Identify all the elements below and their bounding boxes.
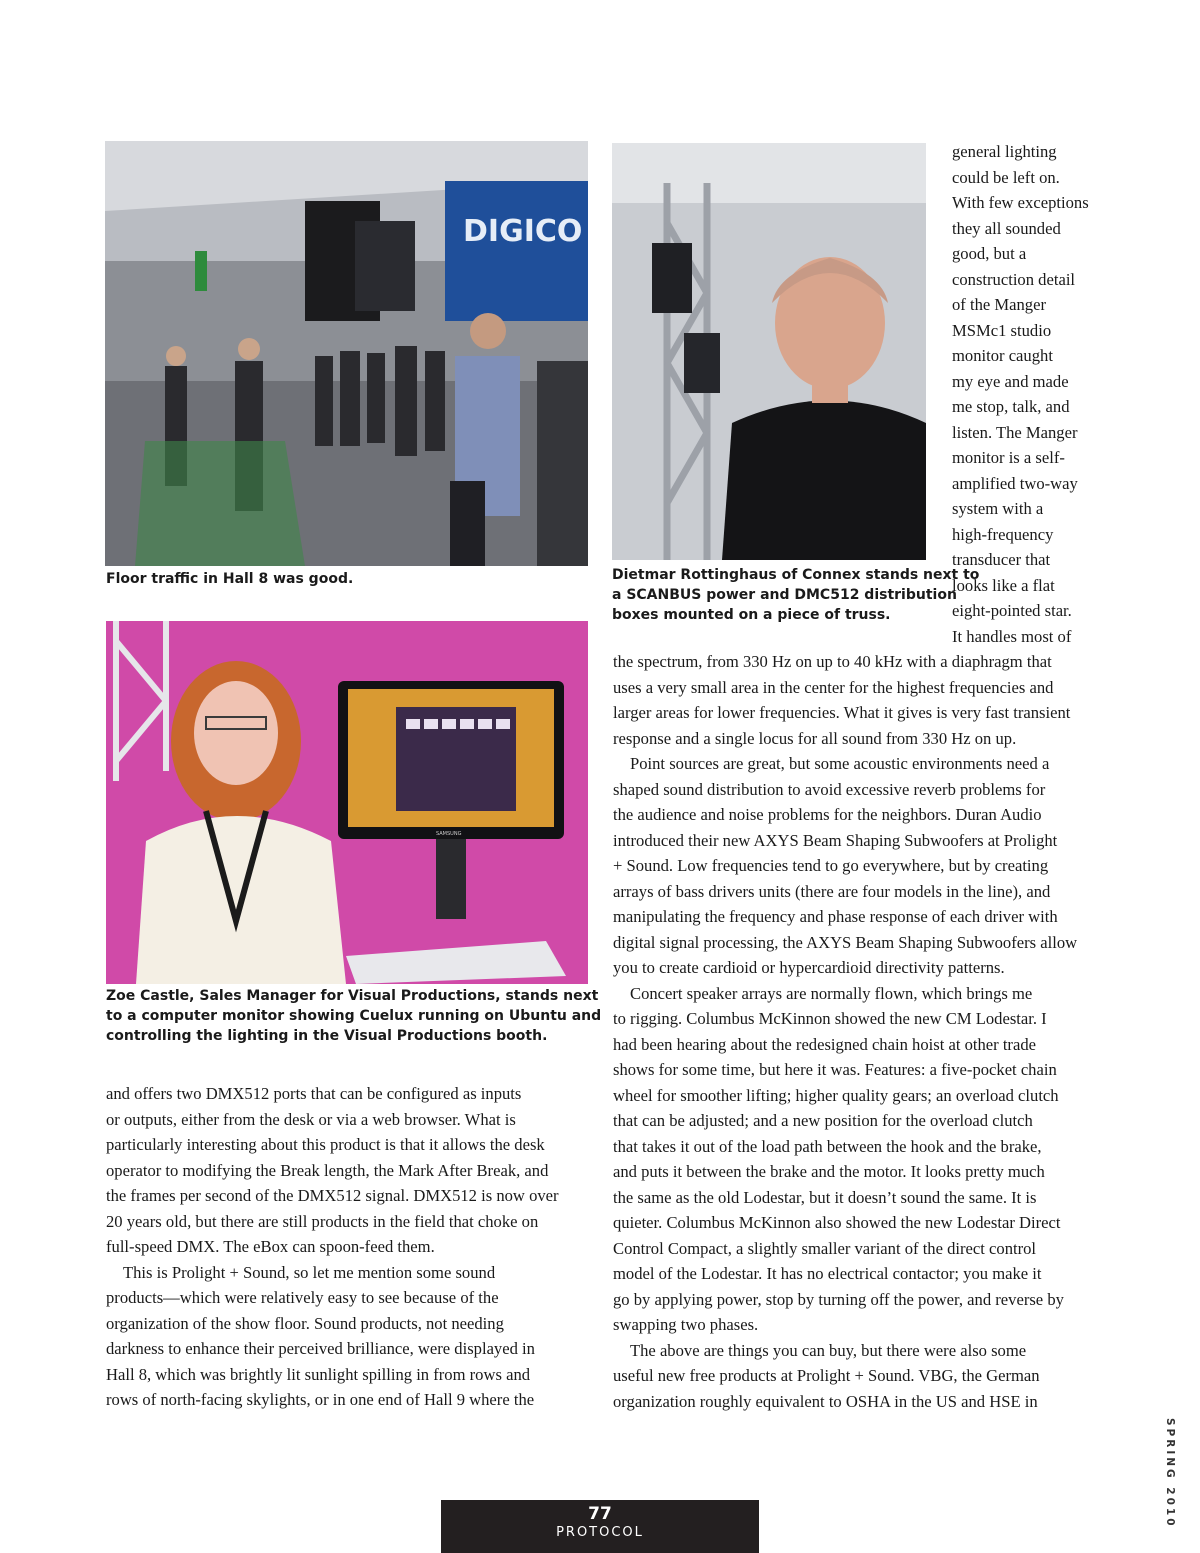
text-line: shaped sound distribution to avoid excessive reverb problems for <box>613 779 1046 799</box>
text-line: darkness to enhance their perceived brilliance, were displayed in <box>106 1339 535 1358</box>
dietmar-illustration <box>612 143 926 560</box>
text-line: uses a very small area in the center for the highest frequencies and <box>613 677 1054 697</box>
issue-side-tag: SPRING 2010 <box>1164 1418 1176 1529</box>
text-line: model of the Lodestar. It has no electrical contactor; you make it <box>613 1264 1042 1283</box>
text-line: organization roughly equivalent to OSHA in the US and HSE in <box>613 1391 1038 1411</box>
text-line: and offers two DMX512 ports that can be configured as inputs <box>106 1084 522 1103</box>
text-line: transducer that <box>952 550 1051 569</box>
text-line: digital signal processing, the AXYS Beam Shaping Subwoofers allow <box>613 932 1078 952</box>
text-line: Point sources are great, but some acoustic environments need a <box>630 754 1050 773</box>
text-line: or outputs, either from the desk or via a web browser. What is <box>106 1109 516 1129</box>
text-line: organization of the show floor. Sound products, not needing <box>106 1313 504 1333</box>
photo-dietmar-rottinghaus <box>612 143 926 560</box>
text-line: looks like a flat <box>952 575 1055 595</box>
text-line: had been hearing about the redesigned chain hoist at other trade <box>613 1034 1036 1054</box>
caption-dietmar-line: a SCANBUS power and DMC512 distribution <box>612 587 957 603</box>
text-line: quieter. Columbus McKinnon also showed the new Lodestar Direct <box>613 1213 1061 1232</box>
text-line: larger areas for lower frequencies. What it gives is very fast transient <box>613 703 1071 722</box>
caption-dietmar-line: Dietmar Rottinghaus of Connex stands next to <box>612 567 980 583</box>
text-line: construction detail <box>952 269 1076 289</box>
text-line: the audience and noise problems for the neighbors. Duran Audio <box>613 805 1042 824</box>
text-line: system with a <box>952 499 1044 518</box>
text-line: MSMc1 studio <box>952 320 1052 340</box>
paragraph <box>106 1260 586 1413</box>
text-line: me stop, talk, and <box>952 397 1070 416</box>
text-line: high-frequency <box>952 524 1054 544</box>
text-line: operator to modifying the Break length, the Mark After Break, and <box>106 1160 549 1180</box>
text-line: that takes it out of the load path between the hook and the brake, <box>613 1136 1042 1156</box>
text-line: The above are things you can buy, but there were also some <box>630 1340 1027 1360</box>
paragraph <box>613 649 1103 751</box>
page-number: 77 <box>588 1504 612 1524</box>
caption-zoe-line: Zoe Castle, Sales Manager for Visual Productions, stands next <box>106 988 599 1004</box>
left-text-column <box>106 1081 586 1413</box>
text-line: rows of north-facing skylights, or in one end of Hall 9 where the <box>106 1390 535 1409</box>
text-line: and puts it between the brake and the motor. It looks pretty much <box>613 1162 1045 1181</box>
publication-name: PROTOCOL <box>556 1525 644 1540</box>
paragraph <box>613 751 1103 981</box>
text-line: to rigging. Columbus McKinnon showed the new CM Lodestar. I <box>613 1009 1047 1028</box>
text-line: the frames per second of the DMX512 signal. DMX512 is now over <box>106 1186 559 1205</box>
text-line: my eye and made <box>952 371 1069 391</box>
text-line: Concert speaker arrays are normally flown, which brings me <box>630 983 1033 1003</box>
caption-dietmar-line: boxes mounted on a piece of truss. <box>612 607 891 623</box>
page-footer <box>441 1500 759 1553</box>
right-text-column <box>613 649 1103 1414</box>
text-line: amplified two-way <box>952 473 1078 493</box>
text-line: general lighting <box>952 142 1057 161</box>
text-line: This is Prolight + Sound, so let me mention some sound <box>123 1262 496 1282</box>
photo-floor-traffic <box>105 141 588 566</box>
text-line: shows for some time, but here it was. Features: a five-pocket chain <box>613 1060 1057 1079</box>
text-line: Control Compact, a slightly smaller variant of the direct control <box>613 1238 1037 1258</box>
text-line: listen. The Manger <box>952 422 1078 442</box>
text-line: products—which were relatively easy to see because of the <box>106 1288 499 1307</box>
text-line: eight-pointed star. <box>952 601 1072 620</box>
text-line: useful new free products at Prolight + Sound. VBG, the German <box>613 1366 1040 1385</box>
digico-sign: DIGICO <box>463 214 583 249</box>
text-line: + Sound. Low frequencies tend to go everywhere, but by creating <box>613 856 1049 875</box>
caption-dietmar <box>612 565 980 625</box>
text-line: full-speed DMX. The eBox can spoon-feed them. <box>106 1237 435 1256</box>
text-line: swapping two phases. <box>613 1315 759 1334</box>
monitor-brand: SAMSUNG <box>436 831 462 837</box>
text-line: manipulating the frequency and phase response of each driver with <box>613 907 1058 926</box>
text-line: 20 years old, but there are still products in the field that choke on <box>106 1211 539 1231</box>
text-line: arrays of bass drivers units (there are four models in the line), and <box>613 881 1051 901</box>
narrow-text-column <box>952 139 1102 649</box>
text-line: With few exceptions <box>952 193 1089 212</box>
text-line: the spectrum, from 330 Hz on up to 40 kHz with a diaphragm that <box>613 652 1052 671</box>
zoe-illustration <box>106 621 588 984</box>
caption-zoe-line: controlling the lighting in the Visual Productions booth. <box>106 1028 548 1044</box>
caption-zoe-line: to a computer monitor showing Cuelux running on Ubuntu and <box>106 1008 602 1024</box>
text-line: of the Manger <box>952 295 1046 314</box>
caption-floor-traffic: Floor traffic in Hall 8 was good. <box>106 571 354 587</box>
text-line: particularly interesting about this product is that it allows the desk <box>106 1135 545 1154</box>
paragraph <box>613 981 1103 1338</box>
paragraph <box>613 1338 1103 1415</box>
text-line: introduced their new AXYS Beam Shaping Subwoofers at Prolight <box>613 830 1058 850</box>
paragraph <box>106 1081 586 1260</box>
photo-zoe-castle <box>106 621 588 984</box>
text-line: go by applying power, stop by turning off the power, and reverse by <box>613 1289 1064 1309</box>
text-line: that can be adjusted; and a new position for the overload clutch <box>613 1111 1033 1130</box>
text-line: wheel for smoother lifting; higher quality gears; an overload clutch <box>613 1085 1059 1105</box>
text-line: monitor caught <box>952 346 1053 365</box>
text-line: It handles most of <box>952 626 1072 646</box>
text-line: response and a single locus for all sound from 330 Hz on up. <box>613 728 1017 748</box>
text-line: monitor is a self- <box>952 448 1065 467</box>
text-line: could be left on. <box>952 167 1060 187</box>
text-line: the same as the old Lodestar, but it doesn’t sound the same. It is <box>613 1187 1037 1207</box>
floor-traffic-illustration <box>105 141 588 566</box>
text-line: Hall 8, which was brightly lit sunlight spilling in from rows and <box>106 1364 531 1384</box>
text-line: good, but a <box>952 244 1027 263</box>
text-line: they all sounded <box>952 218 1061 238</box>
text-line: you to create cardioid or hypercardioid directivity patterns. <box>613 958 1005 977</box>
caption-zoe <box>106 986 602 1046</box>
